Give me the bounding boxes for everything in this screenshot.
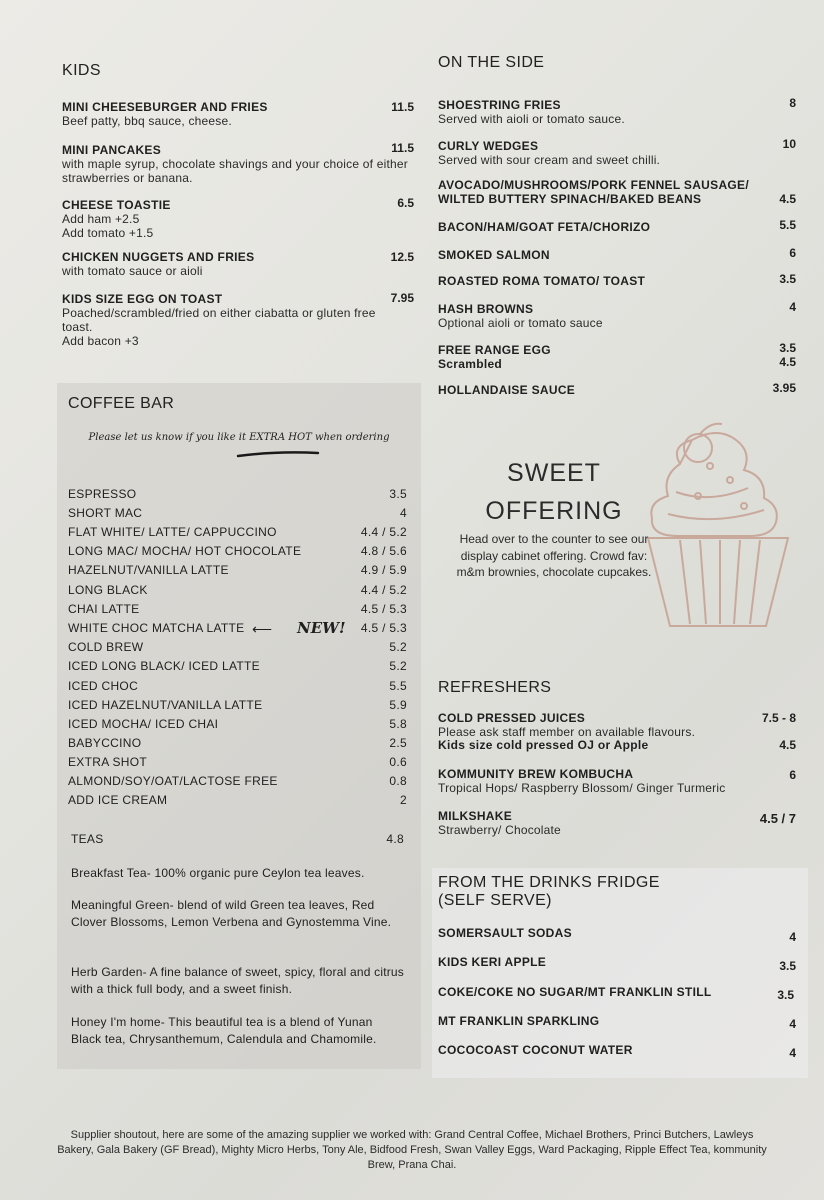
item-price: 3.5 [779,959,796,973]
item-price: 6.5 [397,196,414,210]
supplier-footer: Supplier shoutout, here are some of the amazing supplier we worked with: Grand Central Coffee, Michael Brothers, Princi Butchers, Lawleys Bakery, Gala Bakery (GF Bread), Mighty Micro Herbs, Tony Ale, Bidfood Fresh, Swan Valley Eggs, Ward Packaging, Ripple Effect Tea, kommunity Brew, Prana Chai. [57,1129,767,1171]
item-description: Optional aioli or tomato sauce [438,316,603,330]
coffee-name: ICED CHOC [68,679,139,693]
coffee-price: 3.5 [389,487,407,501]
coffee-name: ADD ICE CREAM [68,793,168,807]
item-name: CHICKEN NUGGETS AND FRIES [62,250,255,264]
kids-section-title: KIDS [62,62,101,79]
item-name: KIDS KERI APPLE [438,955,547,969]
item-price: 10 [782,137,796,151]
item-price: 4 [789,930,796,944]
item-name: Scrambled [438,357,503,371]
item-name: CURLY WEDGES [438,139,539,153]
coffee-name: HAZELNUT/VANILLA LATTE [68,563,229,577]
item-name: MINI PANCAKES [62,143,162,157]
coffee-price: 5.2 [389,659,407,673]
item-price: 4.5 [779,192,796,206]
menu-item [438,926,758,940]
coffee-row [68,736,410,754]
coffee-name: LONG MAC/ MOCHA/ HOT CHOCOLATE [68,544,302,558]
item-price: 6 [789,246,796,260]
coffee-price: 4.5 / 5.3 [360,621,407,635]
coffee-row [68,755,410,773]
coffee-row [68,717,410,735]
coffee-row [68,602,410,620]
item-price: 4 [789,300,796,314]
item-description: Beef patty, bbq sauce, cheese. [62,114,232,128]
item-price: 6 [789,768,796,782]
item-description: with maple syrup, chocolate shavings and your choice of either strawberries or banana. [62,157,408,185]
menu-item [438,248,758,262]
menu-item [62,292,402,348]
coffee-price: 2 [400,793,407,807]
item-description: Strawberry/ Chocolate [438,823,561,837]
coffee-row [68,583,410,601]
item-price: 5.5 [779,218,796,232]
item-name: MINI CHEESEBURGER AND FRIES [62,100,268,114]
menu-item [438,343,758,357]
item-name: FREE RANGE EGG [438,343,551,357]
coffee-row [68,487,410,505]
menu-item [438,274,758,288]
coffee-row [68,679,410,697]
coffee-price: 5.5 [389,679,407,693]
coffee-row [68,544,410,562]
menu-item [62,250,382,278]
coffee-name: COLD BREW [68,640,144,654]
item-description: Served with aioli or tomato sauce. [438,112,625,126]
coffee-name: ICED LONG BLACK/ ICED LATTE [68,659,260,673]
menu-item [438,711,758,739]
item-description: Please ask staff member on available flavours. [438,725,696,739]
coffee-name: ICED MOCHA/ ICED CHAI [68,717,219,731]
coffee-row [68,506,410,524]
item-name: MILKSHAKE [438,809,513,823]
item-price: 4 [789,1046,796,1060]
item-price: 4.5 [779,738,796,752]
coffee-price: 4.5 / 5.3 [360,602,407,616]
teas-price: 4.8 [386,832,404,846]
drinks-fridge-title: FROM THE DRINKS FRIDGE [438,874,660,891]
menu-item [438,1014,758,1028]
coffee-price: 0.8 [389,774,407,788]
drinks-fridge-subtitle: (SELF SERVE) [438,892,552,909]
item-name: HASH BROWNS [438,302,534,316]
item-name: BACON/HAM/GOAT FETA/CHORIZO [438,220,651,234]
item-name: COKE/COKE NO SUGAR/MT FRANKLIN STILL [438,985,712,999]
item-name: SOMERSAULT SODAS [438,926,572,940]
coffee-row [68,640,410,658]
coffee-price: 5.2 [389,640,407,654]
menu-item [438,139,758,167]
item-price: 7.5 - 8 [761,711,796,725]
extra-hot-note: Please let us know if you like it EXTRA HOT when ordering [88,432,390,443]
item-price: 12.5 [390,250,414,264]
refreshers-title: REFRESHERS [438,679,552,696]
coffee-row [68,793,410,811]
tea-description: Herb Garden- A fine balance of sweet, spicy, floral and citrus with a thick full body, and a sweet finish. [71,965,405,996]
menu-item [438,383,758,397]
coffee-row [68,621,410,639]
coffee-price: 5.9 [389,698,407,712]
coffee-price: 4.8 / 5.6 [360,544,407,558]
menu-item [438,985,758,999]
coffee-name: EXTRA SHOT [68,755,148,769]
coffee-name: ALMOND/SOY/OAT/LACTOSE FREE [68,774,278,788]
tea-description: Meaningful Green- blend of wild Green tea leaves, Red Clover Blossoms, Lemon Verbena and Gynostemma Vine. [71,898,392,929]
coffee-price: 4 [400,506,407,520]
tea-description: Honey I'm home- This beautiful tea is a blend of Yunan Black tea, Chrysanthemum, Calendula and Chamomile. [71,1015,377,1046]
item-description: Served with sour cream and sweet chilli. [438,153,661,167]
menu-item [438,302,758,330]
coffee-row [68,563,410,581]
menu-item [438,1043,758,1057]
item-name: MT FRANKLIN SPARKLING [438,1014,600,1028]
item-price: 8 [789,96,796,110]
sweet-offering-title: OFFERING [485,497,623,525]
coffee-price: 4.9 / 5.9 [360,563,407,577]
coffee-name: ESPRESSO [68,487,137,501]
coffee-row [68,774,410,792]
item-name: Kids size cold pressed OJ or Apple [438,738,649,752]
coffee-price: 4.4 / 5.2 [360,583,407,597]
coffee-name: SHORT MAC [68,506,143,520]
teas-name: TEAS [71,832,104,846]
left-arrow-icon: ⟵ [252,621,273,637]
coffee-bar-title: COFFEE BAR [68,395,175,412]
coffee-row [68,659,410,677]
tea-description: Breakfast Tea- 100% organic pure Ceylon tea leaves. [71,866,365,880]
item-price: 4.5 [779,355,796,369]
item-price: 3.5 [777,988,794,1002]
item-name: KIDS SIZE EGG ON TOAST [62,292,223,306]
menu-item [438,178,758,206]
coffee-name: ICED HAZELNUT/VANILLA LATTE [68,698,263,712]
item-price: 11.5 [391,100,414,114]
item-name: KOMMUNITY BREW KOMBUCHA [438,767,634,781]
underline-stroke [236,449,320,459]
coffee-name: LONG BLACK [68,583,148,597]
menu-item [438,809,738,837]
item-price: 3.5 [779,341,796,355]
coffee-name: WHITE CHOC MATCHA LATTE [68,621,245,635]
item-name: COLD PRESSED JUICES [438,711,586,725]
coffee-price: 0.6 [389,755,407,769]
new-badge: NEW! [297,619,346,637]
item-price: 4.5 / 7 [759,811,796,826]
item-description: Poached/scrambled/fried on either ciabatta or gluten free toast. Add bacon +3 [62,306,376,348]
menu-item [438,220,758,234]
coffee-price: 5.8 [389,717,407,731]
item-name: COCOCOAST COCONUT WATER [438,1043,633,1057]
menu-item [438,98,758,126]
item-name: HOLLANDAISE SAUCE [438,383,576,397]
coffee-row [68,698,410,716]
item-name: SMOKED SALMON [438,248,550,262]
on-the-side-title: ON THE SIDE [438,54,545,71]
coffee-name: CHAI LATTE [68,602,140,616]
item-name: CHEESE TOASTIE [62,198,171,212]
item-name: AVOCADO/MUSHROOMS/PORK FENNEL SAUSAGE/ WILTED BUTTERY SPINACH/BAKED BEANS [438,178,749,206]
item-description: with tomato sauce or aioli [62,264,203,278]
teas-row [71,832,407,850]
coffee-row [68,525,410,543]
item-price: 4 [789,1017,796,1031]
item-price: 3.95 [772,381,796,395]
menu-item [438,738,758,752]
coffee-price: 4.4 / 5.2 [360,525,407,539]
coffee-name: FLAT WHITE/ LATTE/ CAPPUCCINO [68,525,277,539]
item-description: Add ham +2.5 Add tomato +1.5 [62,212,154,240]
item-name: ROASTED ROMA TOMATO/ TOAST [438,274,646,288]
menu-item [62,198,382,240]
item-price: 7.95 [390,291,414,305]
menu-item [438,357,758,371]
sweet-offering-text: Head over to the counter to see our display cabinet offering. Crowd fav: m&m brownies, chocolate cupcakes. [456,532,652,579]
sweet-offering-title: SWEET [507,459,601,487]
coffee-price: 2.5 [389,736,407,750]
item-price: 3.5 [779,272,796,286]
menu-item [438,955,758,969]
item-description: Tropical Hops/ Raspberry Blossom/ Ginger Turmeric [438,781,726,795]
item-name: SHOESTRING FRIES [438,98,561,112]
item-price: 11.5 [391,141,414,155]
coffee-name: BABYCCINO [68,736,142,750]
